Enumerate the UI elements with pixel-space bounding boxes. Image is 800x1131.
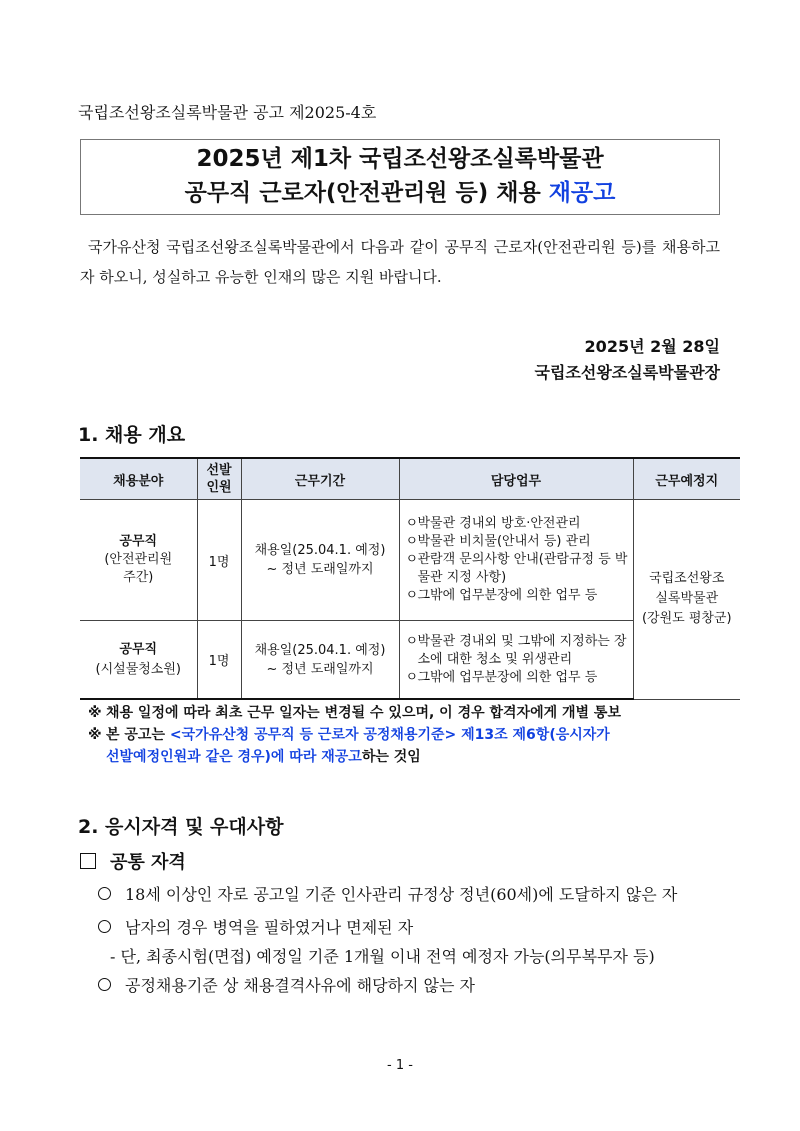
notice-number: 국립조선왕조실록박물관 공고 제2025-4호: [78, 103, 377, 122]
count-cell: 1명: [197, 621, 241, 700]
table-notes: [88, 702, 738, 768]
period-cell: 채용일(25.04.1. 예정) ~ 정년 도래일까지: [241, 500, 399, 621]
duty-item: ㅇ 관람객 문의사항 안내(관람규정 등 박물관 지정 사항): [405, 552, 628, 585]
issuer: 국립조선왕조실록박물관장: [534, 363, 720, 382]
field-main: 공무직: [119, 641, 158, 657]
title-line-2: [81, 176, 719, 210]
title-accent: 재공고: [548, 180, 616, 206]
intro-paragraph: 국가유산청 국립조선왕조실록박물관에서 다음과 같이 공무직 근로자(안전관리원 등)를 채용하고자 하오니, 성실하고 유능한 인재의 많은 지원 바랍니다.: [80, 238, 720, 286]
title-main: 공무직 근로자(안전관리원 등) 채용: [184, 180, 549, 206]
section2-title: 2. 응시자격 및 우대사항: [78, 816, 284, 838]
requirement-item: 공정채용기준 상 채용결격사유에 해당하지 않는 자: [98, 973, 475, 996]
duty-item: ㅇ 박물관 경내외 방호·안전관리: [405, 516, 581, 531]
field-sub: (시설물청소원): [95, 661, 181, 677]
title-line-1: 2025년 제1차 국립조선왕조실록박물관: [196, 146, 604, 172]
count-cell: 1명: [197, 500, 241, 621]
table-row: [80, 500, 740, 621]
page-number: - 1 -: [387, 1058, 413, 1073]
field-main: 공무직: [119, 534, 158, 549]
duty-item: ㅇ 그밖에 업무분장에 의한 업무 등: [405, 588, 598, 603]
title-box: [80, 139, 720, 215]
square-bullet-icon: [80, 853, 96, 869]
circle-bullet-icon: [98, 920, 111, 933]
header-duties: 담당업무: [399, 458, 633, 500]
duty-item: ㅇ 그밖에 업무분장에 의한 업무 등: [405, 669, 598, 685]
field-cell: [80, 500, 197, 621]
circle-bullet-icon: [98, 887, 111, 900]
notice-date: 2025년 2월 28일: [584, 337, 720, 356]
note2-reference: <국가유산청 공무직 등 근로자 공정채용기준> 제13조 제6항(응시자가: [169, 727, 610, 743]
location-cell: 국립조선왕조 실록박물관 (강원도 평창군): [633, 500, 740, 700]
table-header-row: [80, 458, 740, 500]
period-cell: 채용일(25.04.1. 예정) ~ 정년 도래일까지: [241, 621, 399, 700]
requirement-item: 18세 이상인 자로 공고일 기준 인사관리 규정상 정년(60세)에 도달하지 않은 자: [98, 882, 677, 905]
header-field: 채용분야: [80, 458, 197, 500]
circle-bullet-icon: [98, 978, 111, 991]
field-cell: [80, 621, 197, 700]
subsection-common: 공통 자격: [80, 848, 186, 874]
header-location: 근무예정지: [633, 458, 740, 500]
section1-title: 1. 채용 개요: [78, 424, 186, 446]
header-period: 근무기간: [241, 458, 399, 500]
duties-cell: [399, 621, 633, 700]
duties-cell: [399, 500, 633, 621]
duty-item: ㅇ 박물관 비치물(안내서 등) 관리: [405, 534, 591, 549]
duty-item: ㅇ 박물관 경내외 및 그밖에 지정하는 장소에 대한 청소 및 위생관리: [405, 633, 627, 667]
field-sub: (안전관리원 주간): [104, 552, 173, 585]
note-2-cont: 선발예정인원과 같은 경우)에 따라 재공고 하는 것임: [88, 746, 738, 768]
note-1: ※ 채용 일정에 따라 최초 근무 일자는 변경될 수 있으며, 이 경우 합격자에게 개별 통보: [88, 705, 621, 721]
recruitment-table: [80, 457, 740, 700]
note2-reference-cont: 선발예정인원과 같은 경우)에 따라 재공고: [106, 749, 362, 765]
requirement-item: 남자의 경우 병역을 필하였거나 면제된 자: [98, 915, 413, 938]
requirement-sub-item: - 단, 최종시험(면접) 예정일 기준 1개월 이내 전역 예정자 가능(의무복무자 등): [110, 947, 655, 966]
note-2: ※ 본 공고는 <국가유산청 공무직 등 근로자 공정채용기준> 제13조 제6항(응시자가: [88, 727, 610, 743]
header-count: 선발 인원: [197, 458, 241, 500]
